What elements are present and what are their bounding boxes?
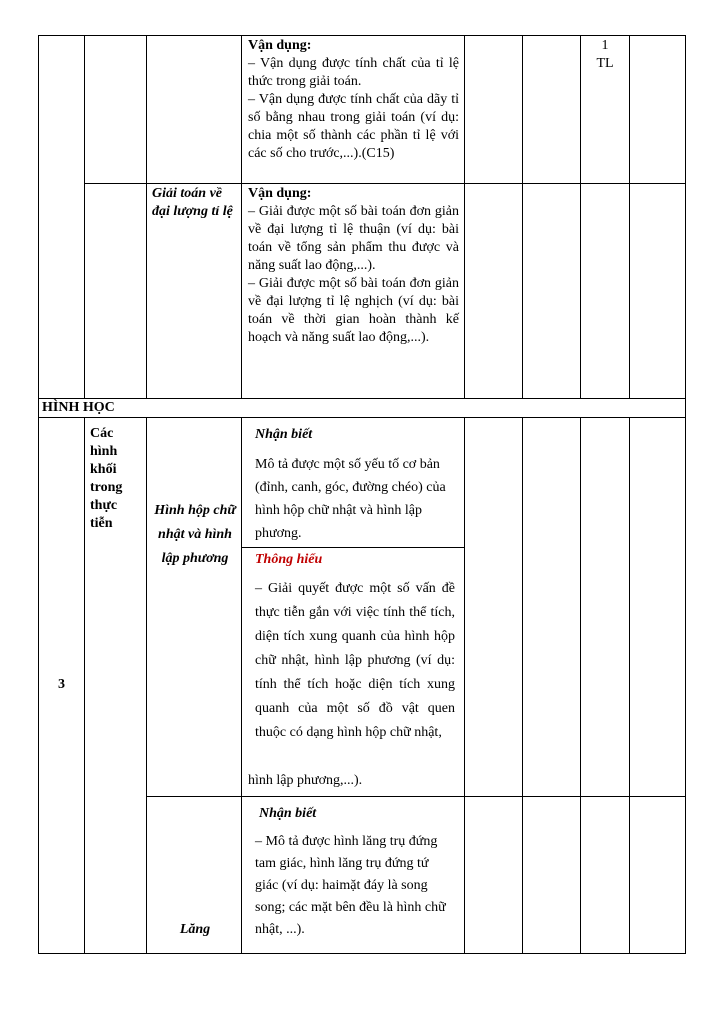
col-divider bbox=[629, 417, 630, 954]
col-divider bbox=[84, 417, 85, 954]
row1-line-1: – Vận dụng được tính chất của tỉ lệ thức trong giải toán. bbox=[248, 56, 459, 89]
row-divider bbox=[84, 183, 685, 184]
row4-recognition bbox=[255, 803, 455, 941]
row2-description bbox=[248, 185, 459, 347]
col-divider bbox=[146, 35, 147, 399]
row3-topic: Hình hộp chữ nhật và hình lập phương bbox=[154, 503, 236, 566]
col-divider bbox=[580, 417, 581, 954]
col-divider bbox=[685, 35, 686, 399]
row1-description bbox=[248, 37, 459, 163]
col-divider bbox=[685, 398, 686, 418]
col-divider bbox=[522, 35, 523, 399]
row4-recog-heading: Nhận biết bbox=[259, 806, 317, 821]
row3-underst-text: – Giải quyết được một số vấn đề thực tiễn gắn với việc tính thể tích, diện tích xung quanh của hình hộp chữ nhật, hình lập phương (ví dụ: tính thể tích hoặc diện tích xung quanh của một số đồ vật quen thuộc có dạng hình hộp chữ nhật, bbox=[255, 581, 455, 740]
col-divider bbox=[629, 35, 630, 399]
col-divider bbox=[241, 417, 242, 954]
col-divider bbox=[38, 398, 39, 418]
row3-underst-heading: Thông hiểu bbox=[255, 552, 323, 567]
row1-line-2: – Vận dụng được tính chất của dãy tỉ số bằng nhau trong giải toán (ví dụ: chia một số thành các phần tỉ lệ với các số cho trước,...).(C15) bbox=[248, 92, 459, 161]
col-divider bbox=[84, 35, 85, 399]
row3-chapter: Các hình khối trong thực tiễn bbox=[90, 426, 123, 531]
row1-count-type: TL bbox=[596, 56, 614, 71]
col-divider bbox=[580, 35, 581, 399]
section-title: HÌNH HỌC bbox=[42, 400, 115, 415]
col-divider bbox=[38, 35, 39, 399]
row3-underst-tail: hình lập phương,...). bbox=[248, 773, 363, 788]
table-border-bottom bbox=[38, 953, 685, 954]
col-divider bbox=[241, 35, 242, 399]
row2-heading: Vận dụng: bbox=[248, 186, 312, 201]
row2-topic: Giải toán về đại lượng tỉ lệ bbox=[152, 186, 233, 219]
row1-heading: Vận dụng: bbox=[248, 38, 312, 53]
col-divider bbox=[522, 417, 523, 954]
row4-topic: Lăng bbox=[179, 922, 211, 937]
row3-recog-text: Mô tả được một số yếu tố cơ bản (đỉnh, canh, góc, đường chéo) của hình hộp chữ nhật và hình lập phương. bbox=[255, 457, 446, 541]
col-divider bbox=[464, 35, 465, 399]
col-divider bbox=[685, 417, 686, 954]
row1-question-count bbox=[581, 37, 629, 73]
row2-line-2: – Giải được một số bài toán đơn giản về đại lượng tỉ lệ nghịch (ví dụ: bài toán về thời gian hoàn thành kế hoạch và năng suất lao động,...). bbox=[248, 276, 459, 345]
row3-recog-heading: Nhận biết bbox=[255, 427, 313, 442]
table-border-top bbox=[38, 35, 685, 36]
row-divider bbox=[146, 796, 685, 797]
row2-line-1: – Giải được một số bài toán đơn giản về đại lượng tỉ lệ thuận (ví dụ: bài toán về tổng sản phẩm thu được và năng suất lao động,...). bbox=[248, 204, 459, 273]
row4-recog-text: – Mô tả được hình lăng trụ đứng tam giác, hình lăng trụ đứng tứ giác (ví dụ: haimặt đáy là song song; các mặt bên đều là hình chữ nhật, ...). bbox=[255, 834, 446, 937]
row1-count-number: 1 bbox=[601, 38, 609, 53]
row3-recognition bbox=[255, 423, 455, 545]
row3-number: 3 bbox=[58, 677, 65, 692]
row3-understanding bbox=[255, 548, 455, 745]
col-divider bbox=[464, 417, 465, 954]
col-divider bbox=[146, 417, 147, 954]
row-divider bbox=[38, 417, 685, 418]
